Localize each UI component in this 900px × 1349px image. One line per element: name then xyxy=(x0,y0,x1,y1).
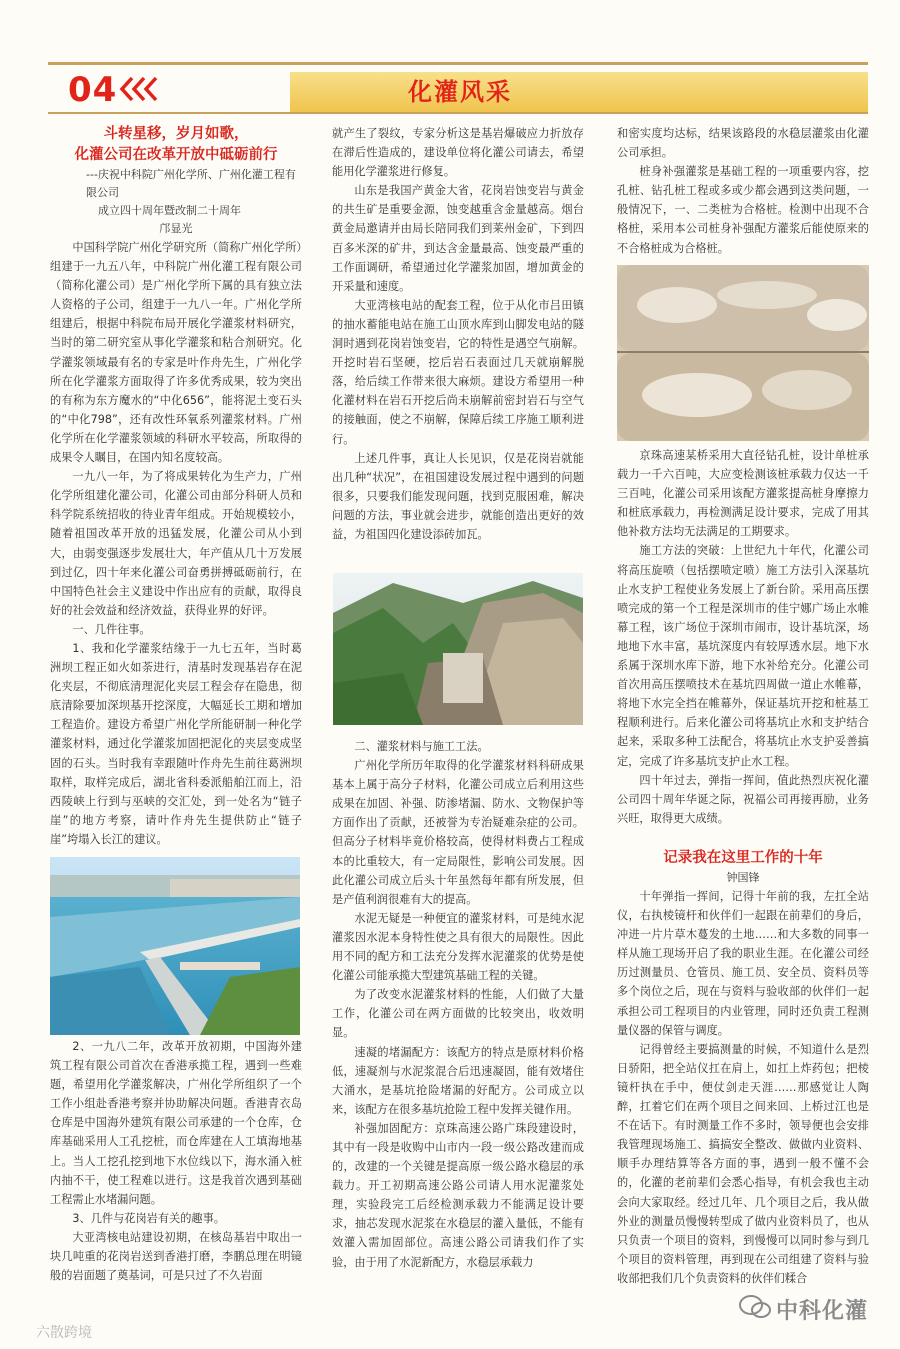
paragraph: 京珠高速某桥采用大直径钻孔桩，设计单桩承载力一千六百吨，大应变检测该桩承载力仅达一千三百吨，化灌公司采用该配方灌浆提高桩身摩擦力和桩底承载力，再检测满足设计要求，完成了用其他补救方法均无法满足的工期要求。 xyxy=(617,449,869,539)
section-heading: 二、灌浆材料与施工工法。 xyxy=(354,740,489,753)
page-number: 04 xyxy=(68,70,118,110)
header-rule-top xyxy=(48,62,868,65)
paragraph: 记得曾经主要搞测量的时候，不知道什么是烈日骄阳，把全站仪扛在肩上，如扛上炸药包；把棱镜杆执在手中，便仗剑走天涯……那感觉让人陶醉，扛着它们在两个项目之间来回、上桥过江也是不在话下。有时测量工作不多时，领导便也会安排我管理现场施工、搞搞安全整改、做做内业资料、顺手办理结算等各方面的事，遇到一般不懂不会的，化灌的老前辈们会悉心指导，有机会我也主动会向大家取经。经过几年、几个项目之后，我从做外业的测量员慢慢转型成了做内业资料员了，也从只负责一个项目的资料，到慢慢可以同时参与到几个项目的资料管理，再到现在公司组建了资料与验收部把我们几个负责资料的伙伴们糅合 xyxy=(617,1042,869,1285)
column-2-top xyxy=(332,124,584,550)
article-subtitle-line2: 成立四十周年暨改制二十周年 xyxy=(98,204,241,217)
paragraph: 为了改变水泥灌浆材料的性能，人们做了大量工作，化灌公司在两方面做的比较突出，收效明显。 xyxy=(332,988,584,1040)
paragraph: 大亚湾核电站建设初期，在核岛基岩中取出一块几吨重的花岗岩送到香港打磨，李鹏总理在明镜般的岩面题了奠基词，可是只过了不久岩面 xyxy=(50,1230,302,1282)
paragraph: 中国科学院广州化学研究所（简称广州化学所）组建于一九五八年，中科院广州化灌工程有限公司（简称化灌公司）是广州化学所下属的具有独立法人资格的子公司，组建于一九八一年。广州化学所组建后，根据中科院布局开展化学灌浆材料研究，当时的第二研究室从事化学灌浆和粘合剂研究。化学灌浆领域最有名的专家是叶作舟先生，广州化学所在化学灌浆方面取得了许多优秀成果，较为突出的有称为东方魔水的“中化656”，能将泥土变石头的“中化798”，还有改性环氧系列灌浆材料。广州化学所在化学灌浆领域的科研水平较高，所取得的成果令人瞩目，在国内知名度较高。 xyxy=(50,241,302,465)
header-rule-bottom xyxy=(48,112,868,114)
corner-watermark: 六散跨境 xyxy=(36,1325,92,1341)
paragraph: 四十年过去，弹指一挥间，值此热烈庆祝化灌公司四十周年华诞之际，祝福公司再接再励，业务兴旺，取得更大成绩。 xyxy=(617,773,869,825)
paragraph: 水泥无疑是一种便宜的灌浆材料，可是纯水泥灌浆因水泥本身特性使之具有很大的局限性。因此用不同的配方和工法充分发挥水泥灌浆的优势是使化灌公司能承揽大型建筑基础工程的关键。 xyxy=(332,911,584,983)
valley-construction-photo xyxy=(333,573,583,725)
paragraph: 和密实度均达标，结果该路段的水稳层灌浆由化灌公司承担。 xyxy=(617,127,869,160)
paragraph: 大亚湾核电站的配套工程，位于从化市吕田镇的抽水蓄能电站在施工山顶水库到山脚发电站的隧洞时遇到花岗岩蚀变岩，它的特性是遇空气崩解。开挖时岩石坚硬，挖后岩石表面过几天就崩解脱落，给后续工作带来很大麻烦。建设方希望用一种化灌材料在岩石开挖后尚未崩解前密封岩石与空气的接触面，使之不崩解，保障后续工序施工顺利进行。 xyxy=(332,298,584,446)
article2-title: 记录我在这里工作的十年 xyxy=(663,850,823,866)
paragraph: 一九八一年，为了将成果转化为生产力，广州化学所组建化灌公司，化灌公司由部分科研人员和科学院系统招收的待业青年组成。开始规模较小，随着祖国改革开放的迅猛发展，化灌公司从小到大，由弱变强逐步发展壮大，年产值从几十万发展到过亿，四十年来化灌公司奋勇拼搏砥砺前行，在中国特色社会主义建设中作出应有的贡献，取得良好的社会效益和经济效益，获得业界的好评。 xyxy=(50,470,302,617)
article-subtitle-line1: ---庆祝中科院广州化学所、广州化灌工程有限公司 xyxy=(86,168,296,199)
dam-photo xyxy=(50,857,300,1035)
paragraph: 速凝的堵漏配方：该配方的特点是原材料价格低，速凝剂与水泥浆混合后迅速凝固，能有效堵住大涌水，是基坑抢险堵漏的好配方。公司成立以来，该配方在很多基坑抢险工程中发挥关键作用。 xyxy=(332,1045,584,1116)
paragraph: 补强加固配方：京珠高速公路广珠段建设时，其中有一段是收购中山市内一段一级公路改建而成的，改建的一个关键是提高原一级公路水稳层的承载力。开工初期高速公路公司请人用水泥灌浆处理，实验段完工后经检测承载力不能满足设计要求，抽芯发现水泥浆在水稳层的灌入量低，不能有效灌入需加固部位。高速公路公司请我们作了实验，由于用了水泥新配方，水稳层承载力 xyxy=(332,1121,584,1269)
article2-author: 钟国锋 xyxy=(726,871,760,884)
core-sample-photo xyxy=(617,265,869,441)
article-2 xyxy=(617,848,869,1288)
paragraph: 广州化学所历年取得的化学灌浆材料科研成果基本上属于高分子材料，化灌公司成立后利用这些成果在加固、补强、防渗堵漏、防水、文物保护等方面作出了贡献，还被誉为专治疑难杂症的公司。但高分子材料毕竟价格较高，使得材料费占工程成本的比重较大，有一定局限性，影响公司发展。因此化灌公司成立后头十年虽然每年都有所发展，但是产值利润很难有大的提高。 xyxy=(332,759,584,906)
column-3-top xyxy=(617,124,869,260)
article-title-line1: 斗转星移，岁月如歌， xyxy=(103,126,249,142)
column-1-bottom xyxy=(50,1037,302,1282)
brand-watermark: 中科化灌 xyxy=(776,1299,869,1324)
paragraph: 十年弹指一挥间，记得十年前的我，左扛全站仪，右执棱镜杆和伙伴们一起跟在前辈们的身后，冲进一片片草木蔓发的土地……和大多数的同事一样从施工现场开启了我的职业生涯。在化灌公司经历过测量员、仓管员、施工员、安全员、资料员等多个岗位之后，现在与资料与验收部的伙伴们一起承担公司工程项目的内业管理，同时还负责工程测量仪器的保管与调度。 xyxy=(617,890,869,1037)
section-title: 化灌风采 xyxy=(408,78,512,106)
chevrons-left-icon xyxy=(118,74,162,104)
paragraph: 山东是我国产黄金大省，花岗岩蚀变岩与黄金的共生矿是重要金源，蚀变越重含金量越高。烟台黄金局邀请并由局长陪同我们到莱州金矿，下到四百多米深的矿井，到达含金量最高、蚀变最严重的工作面调研，希望通过化学灌浆加固，增加黄金的开采量和速度。 xyxy=(332,184,584,293)
article-author: 邝显光 xyxy=(159,222,193,235)
paragraph: 1、我和化学灌浆结缘于一九七五年，当时葛洲坝工程正如火如荼进行，清基时发现基岩存在泥化夹层，不彻底清理泥化夹层工程会存在隐患，彻底清除要加深坝基开挖深度，大幅延长工期和增加工程造价。建设方希望广州化学所能研制一种化学灌浆材料，通过化学灌浆加固把泥化的夹层变成坚固的石头。当时我有幸跟随叶作舟先生前往葛洲坝取样，取样完成后，湖北省科委派船舶江而上，沿西陵峡上行到与巫峡的交汇处，到一处名为“链子崖”的地方考察，请叶作舟先生提供防止“链子崖”垮塌入长江的建议。 xyxy=(50,641,302,846)
column-1-top xyxy=(50,124,302,854)
paragraph: 就产生了裂纹，专家分析这是基岩爆破应力折放存在滞后性造成的，建设单位将化灌公司请去，希望能用化学灌浆进行修复。 xyxy=(332,127,584,179)
article-title-line2: 化灌公司在改革开放中砥砺前行 xyxy=(74,147,278,163)
paragraph: 2、一九八二年，改革开放初期，中国海外建筑工程有限公司首次在香港承揽工程，遇到一些难题，希望用化学灌浆解决，广州化学所组织了一个工作小组赴香港考察并协助解决问题。香港青衣岛仓库是中国海外建筑有限公司承建的一个仓库，仓库基础采用人工孔挖桩，而仓库建在人工填海地基上。当人工挖孔挖到地下水位线以下，海水涌入桩内抽不干，使工程难以进行。这是我首次遇到基础工程需止水堵漏问题。 xyxy=(50,1040,302,1206)
column-2-bottom xyxy=(332,737,584,1287)
section-heading: 一、几件往事。 xyxy=(72,622,151,636)
paragraph: 上述几件事，真让人长见识，仅是花岗岩就能出几种“状况”，在祖国建设发展过程中遇到的问题很多，只要我们能发现问题，找到克服困难，解决问题的方法，事业就会进步，就能创造出更好的效益，为祖国四化建设添砖加瓦。 xyxy=(332,451,584,541)
wechat-icon xyxy=(738,1294,772,1320)
column-3-middle xyxy=(617,446,869,830)
paragraph: 施工方法的突破：上世纪九十年代，化灌公司将高压旋喷（包括摆喷定喷）施工方法引入深基坑止水支护工程使业务发展上了新台阶。采用高压摆喷完成的第一个工程是深圳市的佳宁娜广场止水帷幕工程，该广场位于深圳市闹市，设计基坑深，场地地下水丰富，基坑深度内有较厚透水层。地下水系属于深圳水库下游，地下水补给充分。化灌公司首次用高压摆喷技术在基坑四周做一道止水帷幕，将地下水完全挡在帷幕外，保证基坑开挖和桩基工程顺利进行。后来化灌公司将基坑止水和支护结合起来，采取多种工法配合，将基坑止水支护妥善搞定，完成了许多基坑支护止水工程。 xyxy=(617,544,869,768)
section-heading: 3、几件与花岗岩有关的趣事。 xyxy=(72,1211,225,1225)
paragraph: 桩身补强灌浆是基础工程的一项重要内容，挖孔桩、钻孔桩工程或多或少都会遇到这类问题，一般情况下，一、二类桩为合格桩。检测中出现不合格桩，采用本公司桩身补强配方灌浆后能使原来的不合格桩成为合格桩。 xyxy=(617,165,869,255)
